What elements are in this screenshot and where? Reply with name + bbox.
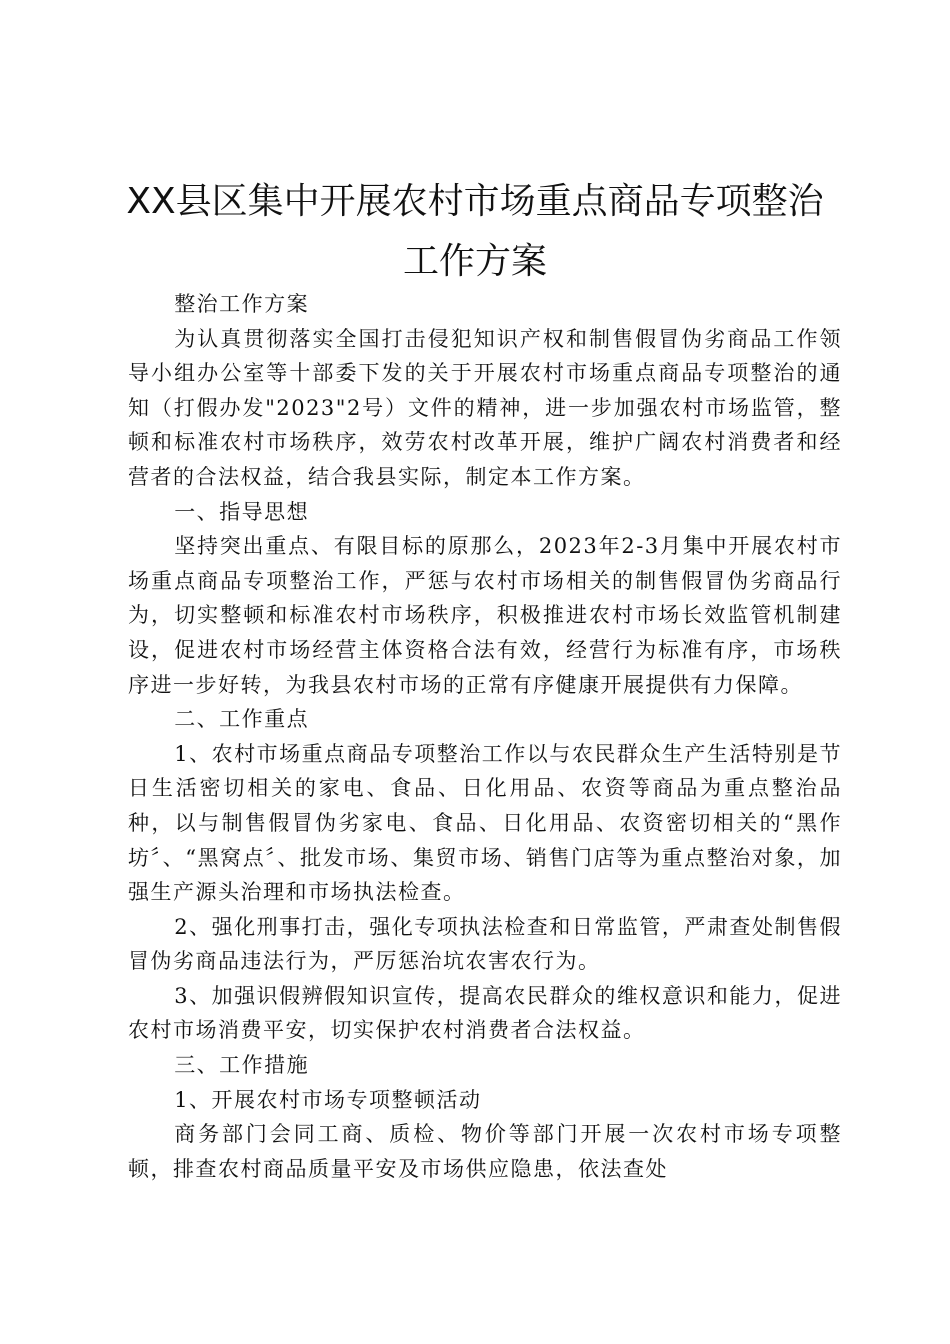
intro-paragraph: 为认真贯彻落实全国打击侵犯知识产权和制售假冒伪劣商品工作领导小组办公室等十部委下发的关于开展农村市场重点商品专项整治的通知（打假办发"2023"2号）文件的精神，进一步加强农村市场监管，整顿和标准农村市场秩序，效劳农村改革开展，维护广阔农村消费者和经营者的合法权益，结合我县实际，制定本工作方案。 <box>128 326 842 489</box>
title-line-2: 工作方案 <box>402 241 547 282</box>
work-focus-item-1: 1、农村市场重点商品专项整治工作以与农民群众生产生活特别是节日生活密切相关的家电、食品、日化用品、农资等商品为重点整治品种，以与制售假冒伪劣家电、食品、日化用品、农资密切相关的“黑作坊〞、“黑窝点〞、批发市场、集贸市场、销售门店等为重点整治对象，加强生产源头治理和市场执法检查。 <box>128 741 842 905</box>
document-body <box>128 287 842 1186</box>
work-focus-item-3: 3、加强识假辨假知识宣传，提高农民群众的维权意识和能力，促进农村市场消费平安，切实保护农村消费者合法权益。 <box>128 983 842 1043</box>
subheading-market-rectification: 1、开展农村市场专项整顿活动 <box>174 1087 482 1112</box>
title-line-1: XX县区集中开展农村市场重点商品专项整治 <box>126 181 824 222</box>
market-rectification-paragraph: 商务部门会同工商、质检、物价等部门开展一次农村市场专项整顿，排查农村商品质量平安及市场供应隐患，依法查处 <box>128 1122 842 1181</box>
work-focus-item-2: 2、强化刑事打击，强化专项执法检查和日常监管，严肃查处制售假冒伪劣商品违法行为，严厉惩治坑农害农行为。 <box>128 914 842 974</box>
section-heading-work-focus: 二、工作重点 <box>174 707 310 732</box>
guiding-ideology-paragraph: 坚持突出重点、有限目标的原那么，2023年2-3月集中开展农村市场重点商品专项整治工作，严惩与农村市场相关的制售假冒伪劣商品行为，切实整顿和标准农村市场秩序，积极推进农村市场长效监管机制建设，促进农村市场经营主体资格合法有效，经营行为标准有序，市场秩序进一步好转，为我县农村市场的正常有序健康开展提供有力保障。 <box>128 534 842 697</box>
document-title <box>100 172 850 292</box>
section-heading-guiding-ideology: 一、指导思想 <box>174 499 310 524</box>
section-heading-work-measures: 三、工作措施 <box>174 1053 310 1078</box>
section-label: 整治工作方案 <box>174 292 310 316</box>
